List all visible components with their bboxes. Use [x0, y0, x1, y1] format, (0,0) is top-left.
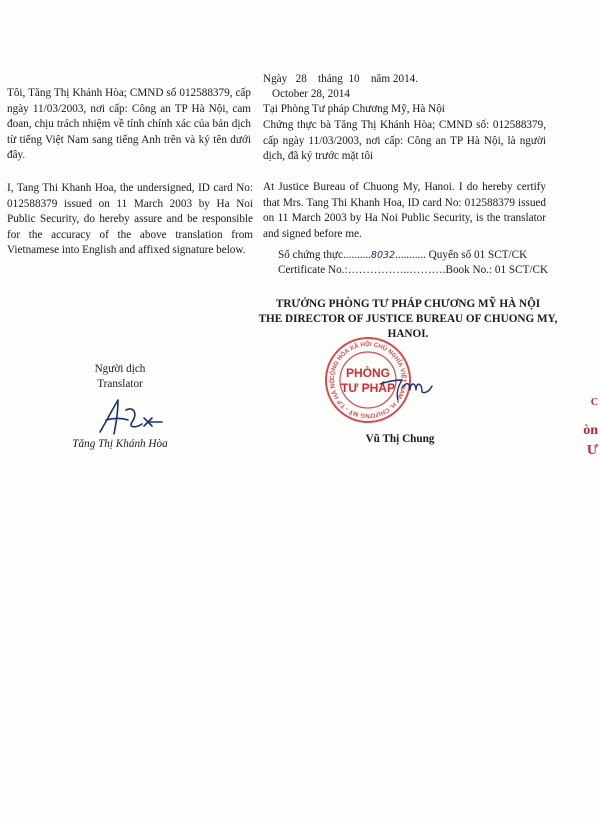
date-en-text: October 28, 2014 [272, 88, 350, 100]
date-month: 10 [348, 73, 360, 85]
book-no-en: Book No.: 01 SCT/CK [445, 264, 549, 276]
director-title-en-1 [248, 312, 568, 328]
certification-en [263, 180, 546, 242]
date-month-word: tháng [318, 73, 343, 85]
director-title-vn [248, 297, 568, 313]
cert-no-vn-label: Số chứng thực [278, 249, 343, 261]
stamp-center-line-2: TƯ PHÁP [341, 381, 395, 395]
stamp-ring-textpath: CỘNG HÒA XÃ HỘI CHỦ NGHĨA VIỆT NAM * H. CHƯƠNG MỸ - T.P HÀ NỘ [328, 340, 408, 420]
date-day: 28 [295, 73, 307, 85]
cert-no-handwritten-value: 8032 [370, 250, 396, 261]
director-title-en-2-text: HANOI. [387, 328, 429, 340]
edge-fragment-line-3: Ư [586, 443, 598, 458]
translator-name [40, 437, 200, 453]
translator-name-text: Tăng Thị Khánh Hòa [72, 438, 168, 450]
director-title-vn-text: TRƯỞNG PHÒNG TƯ PHÁP CHƯƠNG MỸ HÀ NỘI [275, 298, 541, 310]
date-year: năm 2014. [370, 73, 419, 85]
director-title-en-1-text: THE DIRECTOR OF JUSTICE BUREAU OF CHUONG MY, [258, 313, 558, 325]
certificate-number-en [278, 263, 548, 279]
certification-vn [263, 118, 546, 165]
director-signature-stroke-2 [402, 384, 432, 393]
director-signature [376, 364, 436, 404]
stamp-center-line-1: PHÒNG [345, 366, 391, 380]
certificate-number-vn [278, 248, 527, 264]
edge-stamp-fragment [578, 395, 600, 495]
cert-no-vn-dots-b: ........... [395, 249, 426, 261]
date-en [272, 87, 350, 103]
translator-declaration-vn [7, 86, 251, 164]
edge-fragment-line-1: C [590, 397, 598, 408]
cert-no-en-dots: ……………..………. [347, 264, 446, 276]
translator-role-vn [60, 362, 180, 378]
edge-fragment-line-2: òn [583, 423, 598, 438]
certification-en-text: At Justice Bureau of Chuong My, Hanoi. I do hereby certify that Mrs. Tang Thi Khanh Hoa, ID card No: 012588379 issued on 11 March 2003 by Ha Noi Public Security, is the translator and signed before me. [263, 181, 546, 240]
director-name [330, 432, 470, 448]
declaration-vn-text: Tôi, Tăng Thị Khánh Hòa; CMND số 012588379, cấp ngày 11/03/2003, nơi cấp: Công an TP Hà Nội, cam đoan, chịu trách nhiệm về tính chính xác của bản dịch từ tiếng Việt Nam sang tiếng Anh trên và ký tên dưới đây. [7, 87, 251, 161]
translator-declaration-en [7, 181, 253, 259]
declaration-en-text: I, Tang Thi Khanh Hoa, the undersigned, ID card No: 012588379 issued on 11 March 2003 by Ha Noi Public Security, do hereby assure and be responsible for the accuracy of the above translation from Vietnamese into English and affixed signature below. [7, 182, 253, 256]
date-vn [263, 72, 418, 88]
place-vn [263, 102, 445, 118]
cert-no-vn-dots-a: .......... [342, 249, 371, 261]
cert-no-en-label: Certificate No.: [278, 264, 348, 276]
translator-role-en [60, 377, 180, 393]
certification-vn-text: Chứng thực bà Tăng Thị Khánh Hòa; CMND số: 012588379, cấp ngày 11/03/2003, nơi cấp: Công an TP Hà Nội, là người dịch, đã ký trước mặt tôi [263, 119, 546, 162]
translator-signature [96, 396, 166, 438]
director-name-text: Vũ Thị Chung [365, 433, 435, 445]
translator-role-vn-text: Người dịch [94, 363, 146, 375]
date-vn-prefix: Ngày [263, 73, 288, 85]
signature-stroke-1 [100, 400, 118, 434]
place-vn-text: Tại Phòng Tư pháp Chương Mỹ, Hà Nội [263, 103, 445, 115]
book-no-vn: Quyển số 01 SCT/CK [428, 249, 528, 261]
translator-role-en-text: Translator [97, 378, 143, 390]
director-signature-stroke-1 [380, 380, 402, 400]
signature-stroke-3 [126, 409, 142, 427]
